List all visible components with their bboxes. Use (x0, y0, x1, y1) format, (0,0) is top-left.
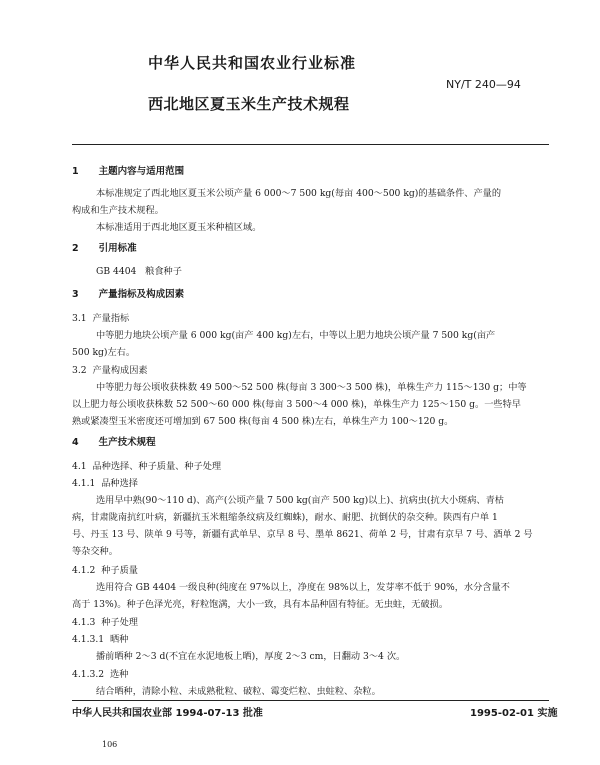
subsection-title: 产量构成因素 (92, 365, 148, 376)
subsection-number: 4.1.3.2 (72, 669, 105, 680)
section-number: 4 (72, 437, 79, 448)
section-title: 主题内容与适用范围 (98, 166, 185, 177)
subsection-title: 种子质量 (101, 565, 138, 576)
subsection-title: 选种 (110, 669, 129, 680)
subsection-4-1-heading (72, 458, 221, 472)
paragraph-line: 熟或紧凑型玉米密度还可增加到 67 500 株(每亩 4 500 株)左右，单株生产力 100～120 g。 (72, 416, 454, 427)
paragraph-line: 号、丹玉 13 号、陕单 9 号等，新疆有武单早、京早 8 号、墨单 8621、荷单 2 号，甘肃有京早 7 号、酒单 2 号 (72, 529, 533, 540)
subsection-title: 品种选择 (101, 478, 138, 489)
subsection-number: 4.1.1 (72, 478, 96, 489)
subsection-4-1-3-heading (72, 614, 138, 628)
section-1-heading (72, 163, 184, 177)
section-2-heading (72, 240, 137, 254)
paragraph-line: 以上肥力每公顷收获株数 52 500～60 000 株(每亩 3 500～4 000 株)，单株生产力 125～150 g。一些特早 (72, 399, 521, 410)
industry-standard-title: 中华人民共和国农业行业标准 (148, 54, 357, 72)
section-title: 产量指标及构成因素 (98, 289, 185, 300)
section-4-heading (72, 434, 156, 448)
subsection-number: 4.1.2 (72, 565, 96, 576)
subsection-4-1-2-heading (72, 562, 138, 576)
section-title: 引用标准 (98, 243, 137, 254)
subsection-number: 3.1 (72, 313, 87, 324)
subsection-4-1-3-2-heading (72, 666, 128, 680)
subsection-number: 4.1 (72, 461, 87, 472)
reference-code: GB 4404 (96, 266, 137, 277)
subsection-4-1-3-1-heading (72, 631, 128, 645)
section-3-heading (72, 286, 184, 300)
subsection-number: 4.1.3.1 (72, 634, 105, 645)
effective-date: 1995-02-01 实施 (470, 708, 558, 719)
document-title: 西北地区夏玉米生产技术规程 (148, 95, 350, 113)
paragraph-line: 中等肥力每公顷收获株数 49 500～52 500 株(每亩 3 300～3 500 株)，单株生产力 115～130 g；中等 (96, 382, 527, 393)
subsection-3-2-heading (72, 362, 148, 376)
paragraph-line: 500 kg)左右。 (72, 347, 136, 358)
reference-entry (96, 263, 182, 277)
subsection-number: 4.1.3 (72, 617, 96, 628)
subsection-3-1-heading (72, 310, 129, 324)
reference-title: 粮食种子 (145, 266, 182, 277)
subsection-number: 3.2 (72, 365, 87, 376)
paragraph-line: 播前晒种 2～3 d(不宜在水泥地板上晒)，厚度 2～3 cm，日翻动 3～4 次。 (96, 651, 406, 662)
header-divider (72, 144, 549, 145)
standard-code: NY/T 240—94 (446, 78, 521, 91)
subsection-title: 产量指标 (92, 313, 130, 324)
subsection-title: 种子处理 (101, 617, 138, 628)
subsection-title: 品种选择、种子质量、种子处理 (92, 461, 222, 472)
subsection-4-1-1-heading (72, 475, 138, 489)
section-number: 1 (72, 166, 79, 177)
subsection-title: 晒种 (110, 634, 129, 645)
paragraph-line: 本标准适用于西北地区夏玉米种植区域。 (96, 222, 262, 233)
paragraph-line: 本标准规定了西北地区夏玉米公顷产量 6 000～7 500 kg(每亩 400～500 kg)的基础条件、产量的 (96, 188, 502, 199)
section-title: 生产技术规程 (98, 437, 156, 448)
paragraph-line: 构成和生产技术规程。 (72, 205, 164, 216)
paragraph-line: 选用早中熟(90～110 d)、高产(公顷产量 7 500 kg(亩产 500 kg)以上)、抗病虫(抗大小斑病、青枯 (96, 495, 504, 506)
approval-note: 中华人民共和国农业部 1994-07-13 批准 (72, 708, 263, 719)
paragraph-line: 高于 13%)。种子色泽光亮，籽粒饱满，大小一致，具有本品种固有特征。无虫蛀，无破损。 (72, 599, 449, 610)
paragraph-line: 中等肥力地块公顷产量 6 000 kg(亩产 400 kg)左右，中等以上肥力地块公顷产量 7 500 kg(亩产 (96, 330, 496, 341)
paragraph-line: 结合晒种，清除小粒、未成熟秕粒、破粒、霉变烂粒、虫蛀粒、杂粒。 (96, 686, 381, 697)
paragraph-line: 病，甘肃陇南抗红叶病，新疆抗玉米粗缩条纹病及红蜘蛛)，耐水、耐肥、抗倒伏的杂交种。陕西有户单 1 (72, 512, 498, 523)
section-number: 2 (72, 243, 79, 254)
footer-divider (72, 700, 549, 701)
paragraph-line: 选用符合 GB 4404 一级良种(纯度在 97%以上，净度在 98%以上，发芽率不低于 90%，水分含量不 (96, 582, 510, 593)
paragraph-line: 等杂交种。 (72, 546, 118, 557)
section-number: 3 (72, 289, 79, 300)
page-number: 106 (102, 740, 118, 749)
